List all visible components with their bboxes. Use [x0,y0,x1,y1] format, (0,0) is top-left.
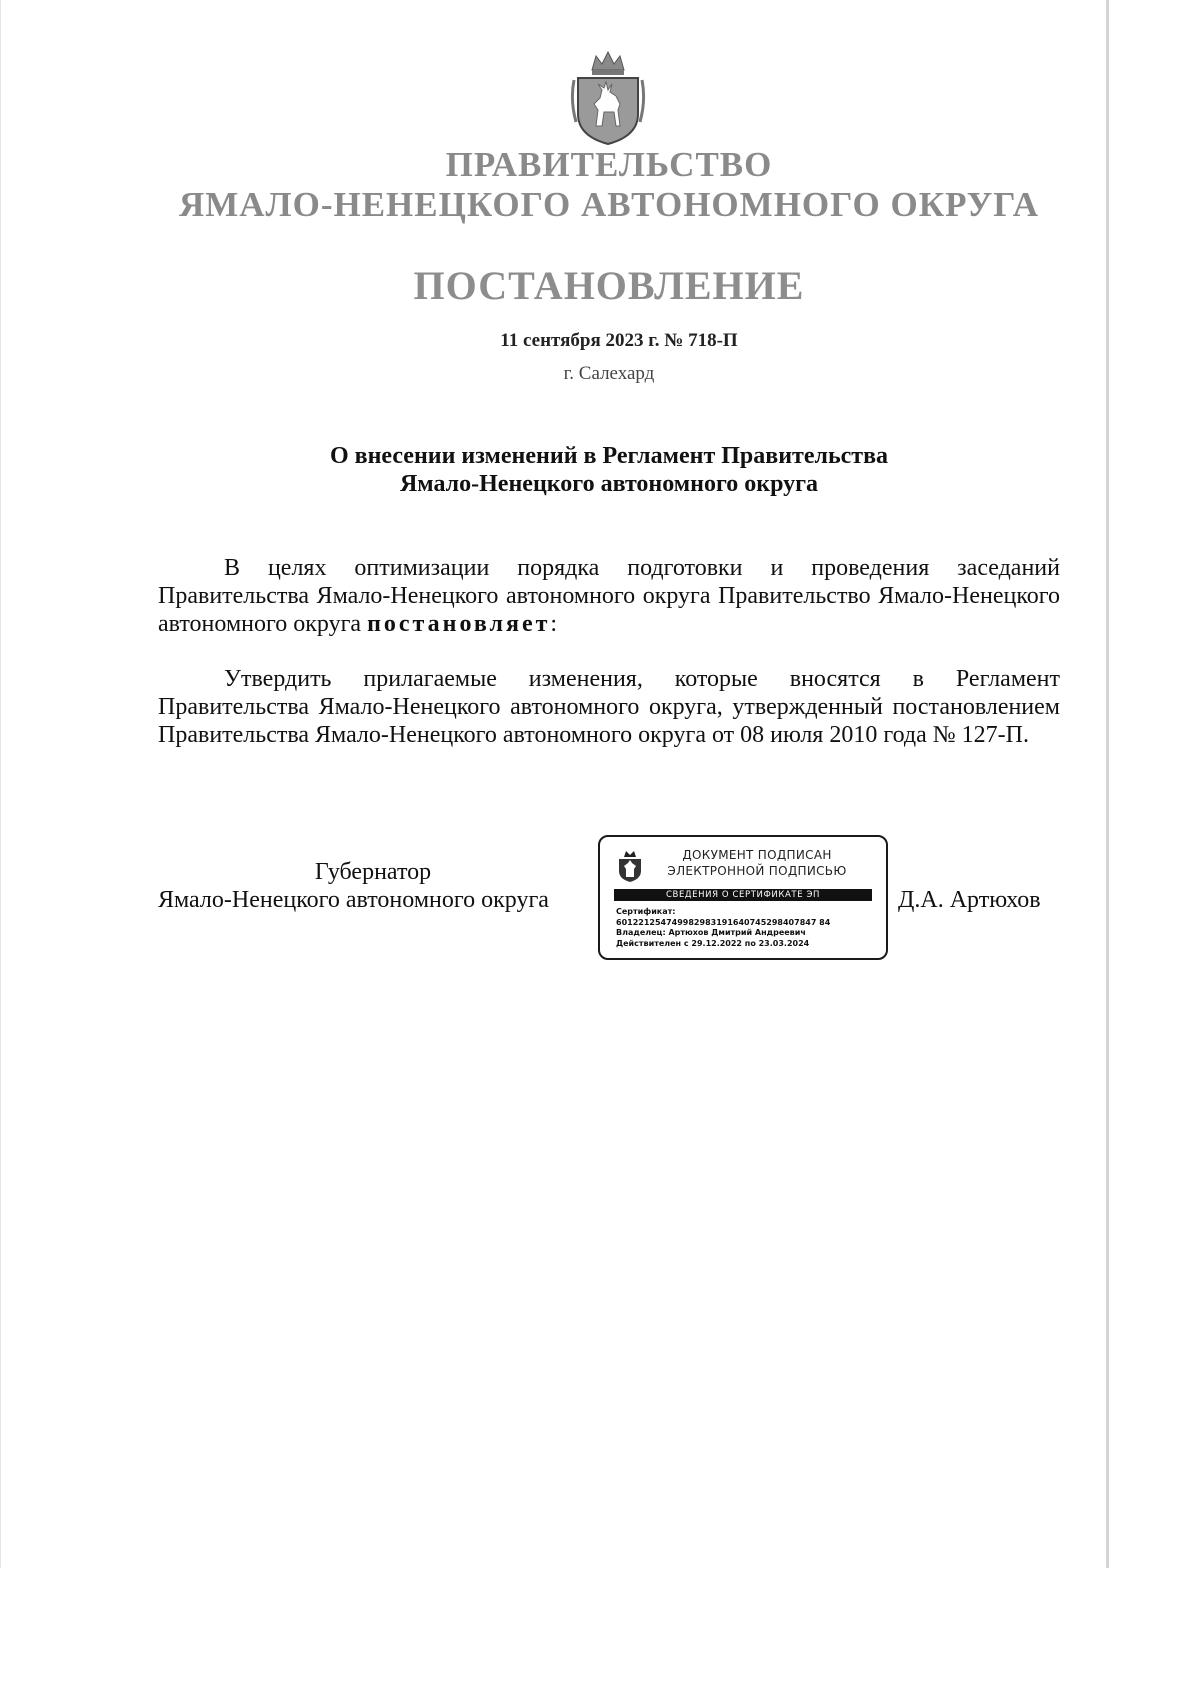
signer-name: Д.А. Артюхов [898,887,1041,913]
stamp-heading [652,847,862,879]
certificate-label: Сертификат: [616,907,676,916]
paragraph-preamble [158,554,1060,638]
coat-of-arms-icon [570,48,646,146]
stamp-certificate-bar: СВЕДЕНИЯ О СЕРТИФИКАТЕ ЭП [614,889,872,901]
preamble-end: : [550,611,558,637]
stamp-details [616,907,882,949]
subject-line-2: Ямало-Ненецкого автономного округа [399,471,819,497]
document-subject [0,442,1200,498]
signer-region: Ямало-Ненецкого автономного округа [158,887,549,913]
coat-of-arms-icon [616,849,644,883]
document-type: ПОСТАНОВЛЕНИЕ [413,263,805,308]
government-title: ПРАВИТЕЛЬСТВО [445,145,773,184]
government-region-title: ЯМАЛО-НЕНЕЦКОГО АВТОНОМНОГО ОКРУГА [178,185,1040,224]
decree-keyword: постановляет [367,611,551,637]
electronic-signature-stamp [598,835,888,960]
page-edge-right [1106,0,1109,1568]
certificate-owner: Владелец: Артюхов Дмитрий Андреевич [616,928,806,937]
page-edge-left [0,0,1,1568]
date-and-number: 11 сентября 2023 г. № 718-П [500,330,738,351]
subject-line-1: О внесении изменений в Регламент Правительства [329,443,889,469]
certificate-validity: Действителен с 29.12.2022 по 23.03.2024 [616,938,810,948]
preamble-text: В целях оптимизации порядка подготовки и проведения заседаний Правительства Ямало-Ненецкого автономного округа Правительство Ямало-Ненецкого автономного округа [158,555,1060,637]
stamp-heading-line-2: ЭЛЕКТРОННОЙ ПОДПИСЬЮ [667,864,847,878]
city: г. Салехард [563,363,655,384]
stamp-heading-line-1: ДОКУМЕНТ ПОДПИСАН [682,848,832,862]
paragraph-resolution: Утвердить прилагаемые изменения, которые вносятся в Регламент Правительства Ямало-Ненецкого автономного округа, утвержденный постановлением Правительства Ямало-Ненецкого автономного округа от 08 июля 2010 года № 127-П. [158,666,1060,748]
signer-position: Губернатор [314,859,432,885]
certificate-value: 601221254749982983191640745298407847 84 [616,917,831,927]
